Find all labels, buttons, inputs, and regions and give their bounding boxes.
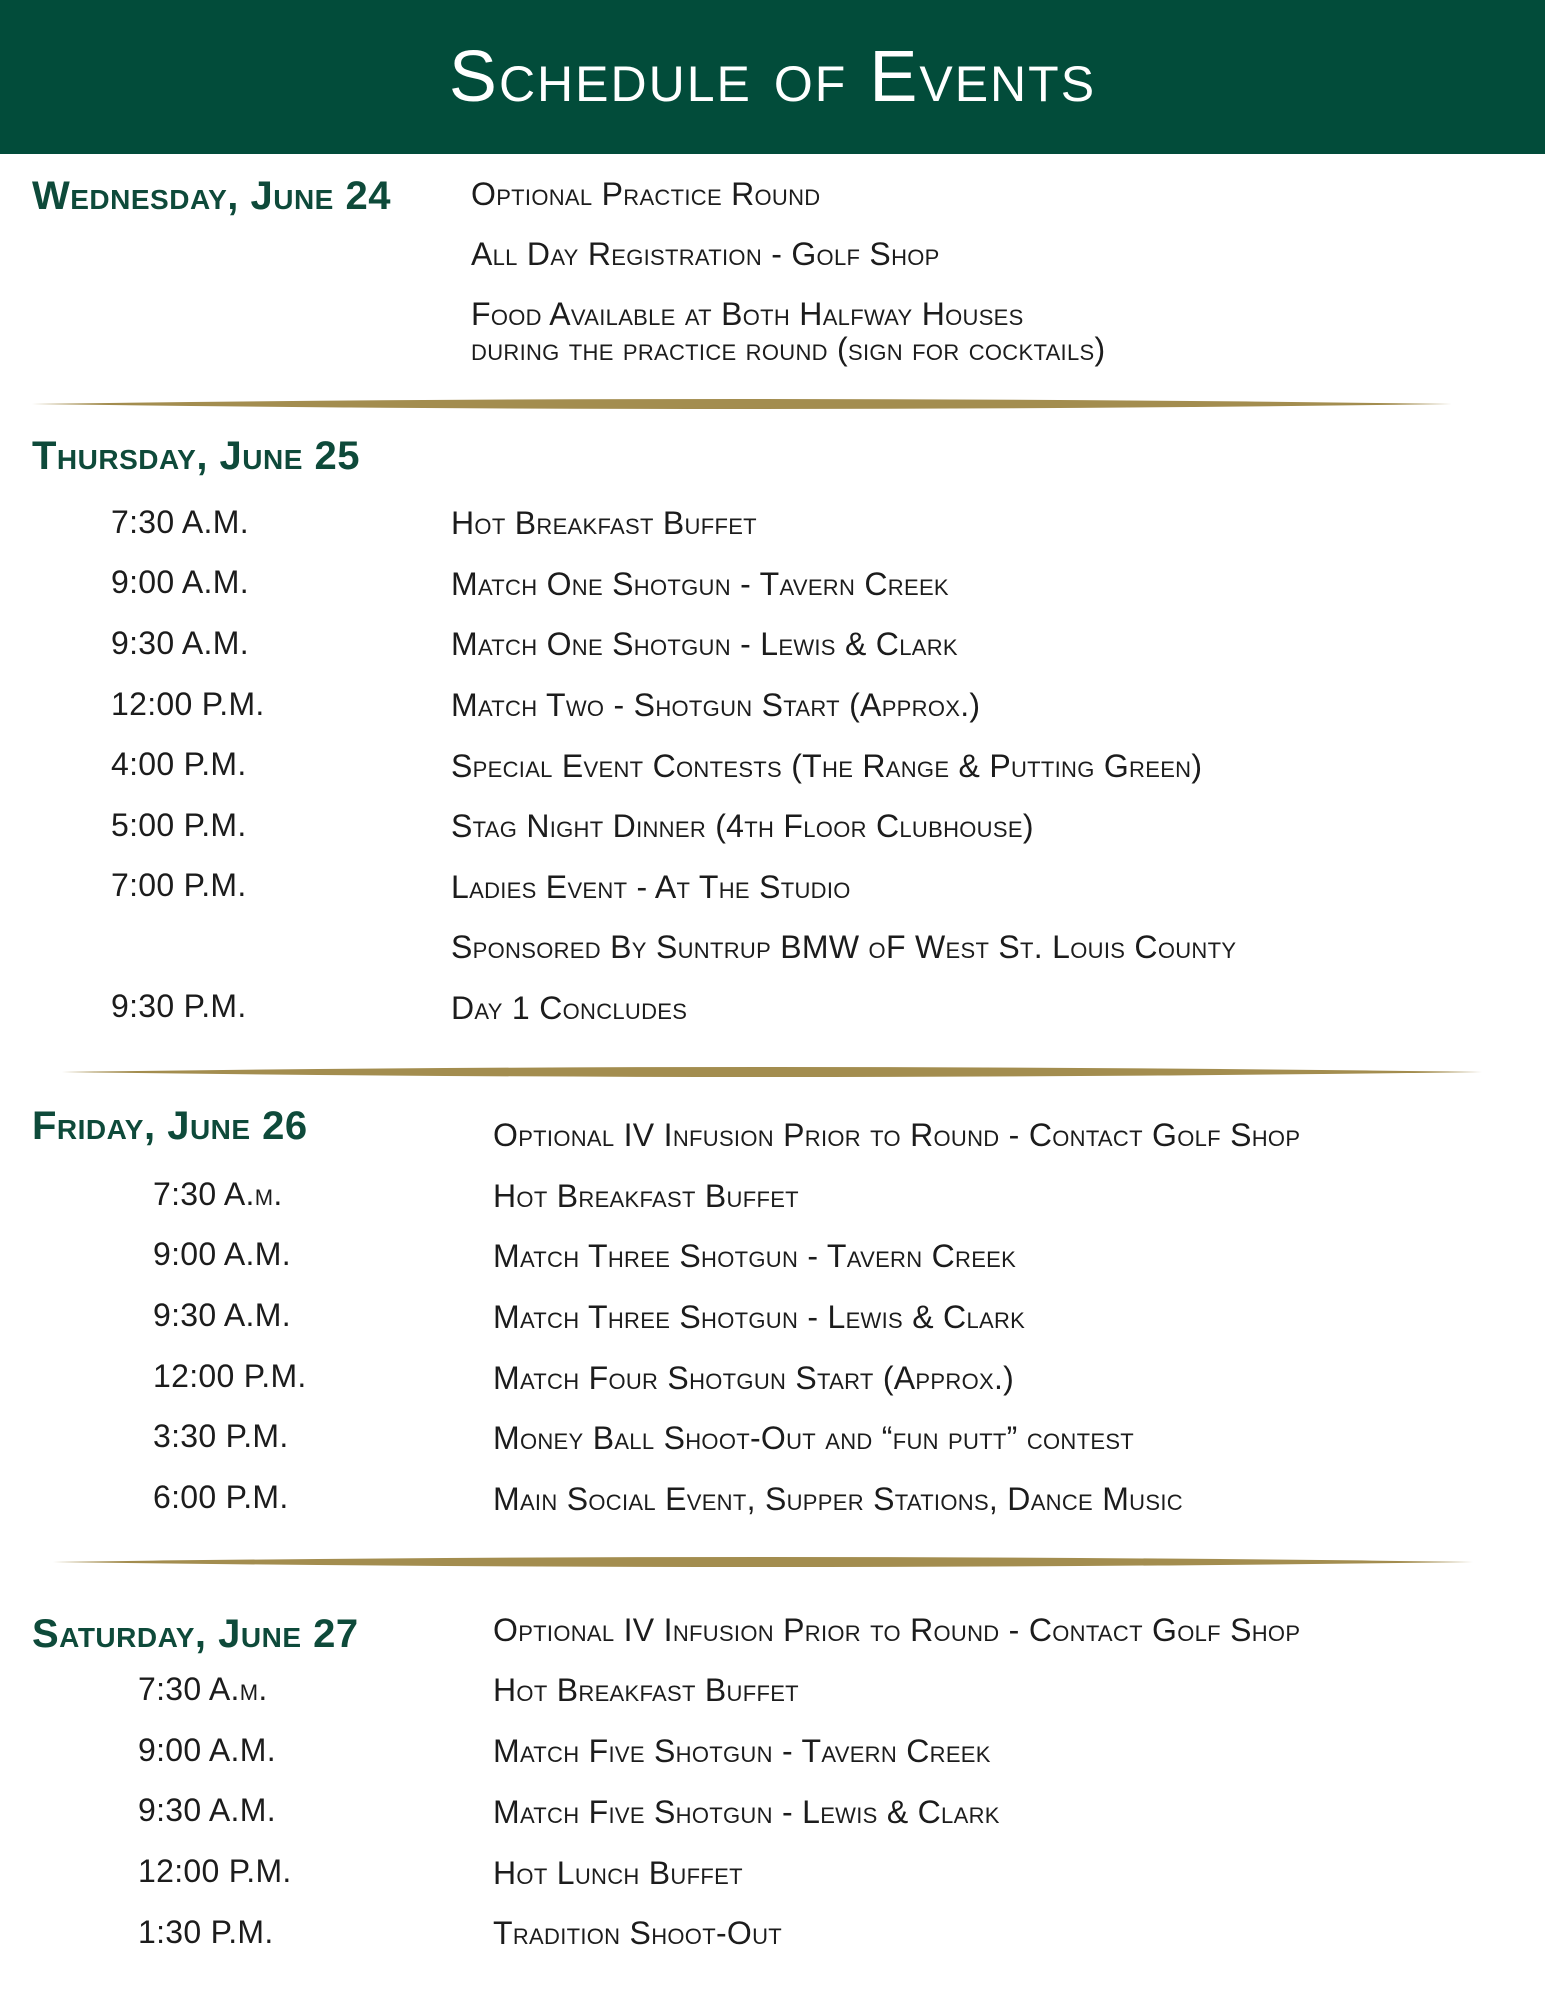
event-time: 7:30 A.m.	[138, 1671, 268, 1707]
event-label: All Day Registration - Golf Shop	[471, 236, 940, 272]
day-title-saturday: Saturday, June 27	[32, 1612, 359, 1656]
event-label: Special Event Contests (The Range & Putting Green)	[451, 748, 1203, 784]
event-label: Money Ball Shoot-Out and “fun putt” contest	[493, 1420, 1135, 1456]
event-label: Hot Lunch Buffet	[493, 1855, 743, 1891]
event-label: Match Five Shotgun - Lewis & Clark	[493, 1794, 1000, 1830]
event-label: Match Three Shotgun - Tavern Creek	[493, 1238, 1017, 1274]
section-divider	[53, 1554, 1473, 1570]
event-time: 9:30 A.M.	[138, 1792, 276, 1828]
event-label: Stag Night Dinner (4th Floor Clubhouse)	[451, 808, 1034, 844]
event-label: Tradition Shoot-Out	[493, 1915, 783, 1951]
event-label: Match Two - Shotgun Start (Approx.)	[451, 687, 981, 723]
event-time: 9:30 A.M.	[111, 625, 249, 661]
event-time: 7:30 A.m.	[153, 1176, 283, 1212]
event-label: Day 1 Concludes	[451, 990, 688, 1026]
event-time: 9:00 A.M.	[138, 1732, 276, 1768]
event-time: 7:30 A.M.	[111, 504, 249, 540]
event-label: Hot Breakfast Buffet	[493, 1178, 799, 1214]
event-label: Hot Breakfast Buffet	[451, 505, 757, 541]
day-title-thursday: Thursday, June 25	[32, 434, 361, 478]
event-time: 12:00 P.M.	[138, 1853, 292, 1889]
event-time: 7:00 P.M.	[111, 867, 247, 903]
event-time: 12:00 P.M.	[153, 1358, 307, 1394]
event-label: Match One Shotgun - Tavern Creek	[451, 566, 949, 602]
event-label: Hot Breakfast Buffet	[493, 1672, 799, 1708]
event-label: Optional IV Infusion Prior to Round - Contact Golf Shop	[493, 1117, 1301, 1153]
event-time: 1:30 P.M.	[138, 1914, 274, 1950]
event-label	[471, 296, 1105, 368]
event-time: 12:00 P.M.	[111, 686, 265, 722]
section-divider	[32, 396, 1452, 412]
event-time: 9:30 A.M.	[153, 1297, 291, 1333]
section-divider	[62, 1064, 1482, 1080]
event-label: Ladies Event - At The Studio	[451, 869, 851, 905]
event-time: 9:00 A.M.	[153, 1236, 291, 1272]
event-time: 6:00 P.M.	[153, 1479, 289, 1515]
event-label: Match Five Shotgun - Tavern Creek	[493, 1733, 991, 1769]
event-time: 9:30 P.M.	[111, 988, 247, 1024]
day-title-wednesday: Wednesday, June 24	[32, 174, 391, 218]
day-title-friday: Friday, June 26	[32, 1104, 308, 1148]
event-time: 9:00 A.M.	[111, 564, 249, 600]
header-banner	[0, 0, 1545, 154]
page-title: Schedule of Events	[448, 37, 1097, 117]
event-label: Optional IV Infusion Prior to Round - Contact Golf Shop	[493, 1612, 1301, 1648]
event-label: Sponsored By Suntrup BMW oF West St. Louis County	[451, 929, 1237, 965]
event-label: Optional Practice Round	[471, 176, 821, 212]
event-label-line-1: Food Available at Both Halfway Houses	[471, 296, 1024, 332]
event-label: Match One Shotgun - Lewis & Clark	[451, 626, 958, 662]
event-label: Main Social Event, Supper Stations, Dance Music	[493, 1481, 1183, 1517]
event-time: 3:30 P.M.	[153, 1418, 289, 1454]
event-label-line-2: during the practice round (sign for cocktails)	[471, 331, 1106, 367]
event-time: 5:00 P.M.	[111, 807, 247, 843]
event-time: 4:00 P.M.	[111, 746, 247, 782]
event-label: Match Four Shotgun Start (Approx.)	[493, 1360, 1015, 1396]
event-label: Match Three Shotgun - Lewis & Clark	[493, 1299, 1026, 1335]
